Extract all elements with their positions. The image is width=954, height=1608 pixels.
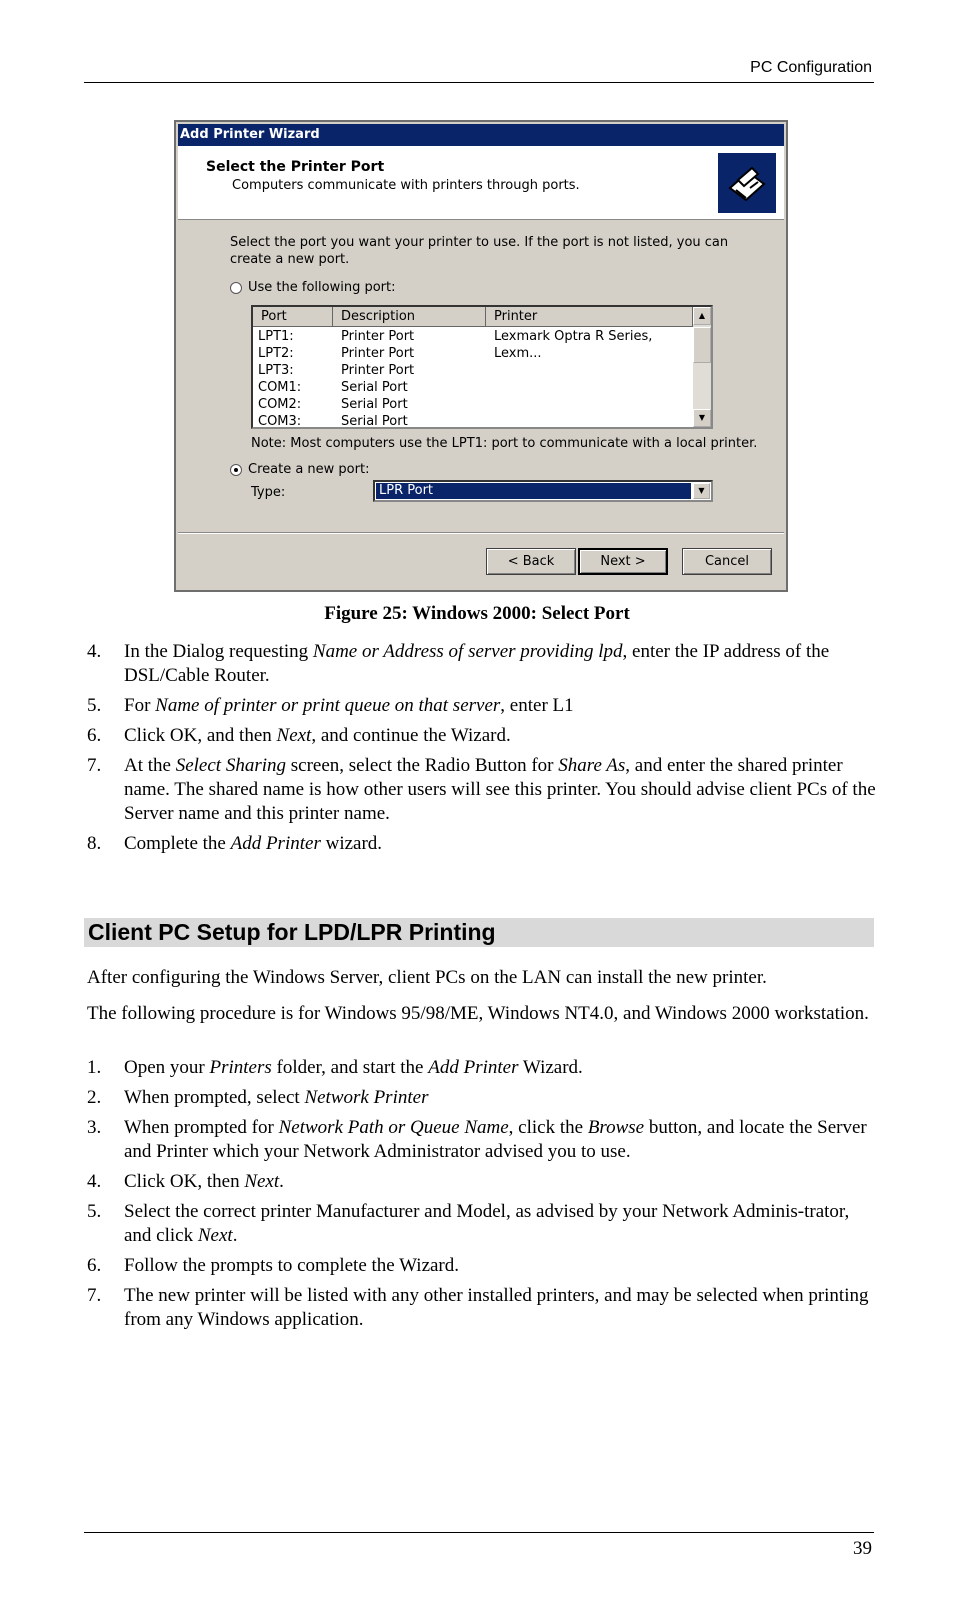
port-list-header <box>253 307 693 327</box>
description-cell: Printer Port <box>341 329 415 344</box>
emphasis-text: Next <box>276 725 312 746</box>
list-item-text: When prompted, select <box>124 1087 305 1108</box>
column-header-port[interactable]: Port <box>253 307 333 327</box>
port-cell: COM3: <box>258 414 302 429</box>
list-item-text: When prompted for <box>124 1117 279 1138</box>
use-existing-port-radio[interactable] <box>230 282 242 294</box>
back-button[interactable]: < Back <box>486 548 576 575</box>
list-item <box>87 832 877 856</box>
list-item <box>87 1170 877 1194</box>
list-item-text: , and continue the Wizard. <box>311 725 511 746</box>
description-cell: Printer Port <box>341 363 415 378</box>
list-item-number: 4. <box>87 1171 102 1192</box>
chevron-down-icon[interactable]: ▼ <box>693 483 710 499</box>
list-item-number: 3. <box>87 1117 102 1138</box>
list-item <box>87 1056 877 1080</box>
list-item-text: wizard. <box>320 833 383 854</box>
port-cell: LPT3: <box>258 363 294 378</box>
dialog-titlebar: Add Printer Wizard <box>178 124 784 146</box>
list-item-text: In the Dialog requesting <box>124 641 313 662</box>
list-item-number: 5. <box>87 695 102 716</box>
list-item-number: 7. <box>87 755 102 776</box>
description-cell: Serial Port <box>341 380 408 395</box>
port-list-rows <box>253 328 693 429</box>
dialog-heading: Select the Printer Port <box>206 159 385 175</box>
port-list-scrollbar[interactable] <box>693 307 711 427</box>
section-heading-bar <box>84 918 874 947</box>
list-item-number: 7. <box>87 1285 102 1306</box>
column-header-printer[interactable]: Printer <box>486 307 693 327</box>
emphasis-text: Add Printer <box>230 833 321 854</box>
emphasis-text: Select Sharing <box>175 755 286 776</box>
header-text: PC Configuration <box>750 59 872 76</box>
list-item-text: Select the correct printer Manufacturer and Model, as advised by your Network Adminis-trator, and click <box>124 1201 850 1246</box>
page-number: 39 <box>853 1538 872 1559</box>
dialog-header-panel <box>178 146 784 220</box>
list-item-number: 6. <box>87 1255 102 1276</box>
emphasis-text: Name of printer or print queue on that server <box>155 695 501 716</box>
port-cell: COM1: <box>258 380 302 395</box>
list-item-text: Complete the <box>124 833 231 854</box>
steps-list-b <box>87 1056 877 1338</box>
use-existing-port-label: Use the following port: <box>248 280 396 295</box>
column-header-description[interactable]: Description <box>333 307 486 327</box>
list-item <box>87 724 877 748</box>
emphasis-text: Network Path or Queue Name <box>278 1117 509 1138</box>
port-cell: LPT2: <box>258 346 294 361</box>
list-item <box>87 1116 877 1164</box>
list-item-text: , enter L1 <box>500 695 574 716</box>
list-item-text: For <box>124 695 156 716</box>
list-item-text: Click OK, and then <box>124 725 277 746</box>
list-item-text: Open your <box>124 1057 210 1078</box>
scroll-down-icon[interactable]: ▼ <box>693 409 711 427</box>
next-button[interactable]: Next > <box>578 548 668 575</box>
header-rule <box>84 82 874 83</box>
figure-caption: Figure 25: Windows 2000: Select Port <box>324 603 630 624</box>
printer-icon <box>718 153 776 213</box>
footer-rule <box>84 1532 874 1533</box>
port-cell: COM2: <box>258 397 302 412</box>
port-row[interactable] <box>253 396 693 413</box>
list-item <box>87 754 877 826</box>
dialog-subheading: Computers communicate with printers through ports. <box>232 178 580 193</box>
create-new-port-label: Create a new port: <box>248 462 370 477</box>
list-item-number: 8. <box>87 833 102 854</box>
scroll-thumb[interactable] <box>693 327 711 363</box>
section-heading: Client PC Setup for LPD/LPR Printing <box>88 919 496 945</box>
list-item-number: 1. <box>87 1057 102 1078</box>
cancel-button[interactable]: Cancel <box>682 548 772 575</box>
emphasis-text: Next <box>197 1225 233 1246</box>
port-row[interactable] <box>253 413 693 429</box>
dialog-intro-text: Select the port you want your printer to use. If the port is not listed, you can create a new port. <box>230 235 729 267</box>
port-type-value: LPR Port <box>376 483 691 499</box>
list-item-text: Click OK, then <box>124 1171 245 1192</box>
printer-cell: Lexmark Optra R Series, Lexm... <box>494 329 653 361</box>
port-type-select[interactable] <box>373 480 713 502</box>
description-cell: Serial Port <box>341 414 408 429</box>
port-row[interactable] <box>253 379 693 396</box>
list-item-number: 2. <box>87 1087 102 1108</box>
printer-cell <box>486 345 693 362</box>
list-item-text: Wizard. <box>518 1057 583 1078</box>
emphasis-text: Name or Address of server providing lpd <box>312 641 623 662</box>
list-item-number: 6. <box>87 725 102 746</box>
list-item-text: . <box>232 1225 238 1246</box>
list-item-text: , click the <box>508 1117 588 1138</box>
list-item <box>87 640 877 688</box>
list-item <box>87 1254 877 1278</box>
emphasis-text: Printers <box>209 1057 272 1078</box>
list-item-text: Follow the prompts to complete the Wizard. <box>124 1255 460 1276</box>
list-item <box>87 1200 877 1248</box>
dialog-separator <box>178 532 784 534</box>
list-item-text: button, and locate the Server and Printer which your Network Administrator advised you to use. <box>124 1117 867 1162</box>
add-printer-wizard-dialog <box>174 120 788 592</box>
use-existing-port-option[interactable] <box>230 280 396 295</box>
port-note: Note: Most computers use the LPT1: port to communicate with a local printer. <box>251 436 758 451</box>
port-cell: LPT1: <box>258 329 294 344</box>
section-paragraph-2: The following procedure is for Windows 95/98/ME, Windows NT4.0, and Windows 2000 workstation. <box>87 1003 869 1024</box>
list-item-text: screen, select the Radio Button for <box>286 755 559 776</box>
list-item-text: , and enter the shared printer name. The shared name is how other users will see this printer. You should advise client PCs of the Server name and this printer name. <box>124 755 876 824</box>
emphasis-text: Next <box>244 1171 280 1192</box>
port-row[interactable] <box>253 362 693 379</box>
section-paragraph-1: After configuring the Windows Server, client PCs on the LAN can install the new printer. <box>87 967 767 988</box>
port-list[interactable] <box>251 305 713 429</box>
printer-cell <box>486 379 693 396</box>
create-new-port-option[interactable] <box>230 462 369 477</box>
type-label: Type: <box>251 485 286 500</box>
scroll-up-icon[interactable]: ▲ <box>693 307 711 325</box>
emphasis-text: Add Printer <box>428 1057 519 1078</box>
list-item-text: , enter the IP address of the DSL/Cable Router. <box>124 641 830 686</box>
create-new-port-radio[interactable] <box>230 464 242 476</box>
printer-cell <box>486 413 693 429</box>
description-cell: Printer Port <box>341 346 415 361</box>
emphasis-text: Network Printer <box>304 1087 429 1108</box>
list-item-text: The new printer will be listed with any other installed printers, and may be selected when printing from any Windows application. <box>124 1285 869 1330</box>
port-row[interactable] <box>253 345 693 362</box>
list-item <box>87 1086 877 1110</box>
list-item-number: 5. <box>87 1201 102 1222</box>
emphasis-text: Browse <box>587 1117 645 1138</box>
list-item <box>87 694 877 718</box>
list-item-text: . <box>279 1171 284 1192</box>
list-item-number: 4. <box>87 641 102 662</box>
emphasis-text: Share As <box>558 755 626 776</box>
printer-cell <box>486 396 693 413</box>
list-item-text: folder, and start the <box>271 1057 429 1078</box>
description-cell: Serial Port <box>341 397 408 412</box>
printer-cell <box>486 362 693 379</box>
list-item-text: At the <box>124 755 176 776</box>
steps-list-a <box>87 640 877 862</box>
list-item <box>87 1284 877 1332</box>
